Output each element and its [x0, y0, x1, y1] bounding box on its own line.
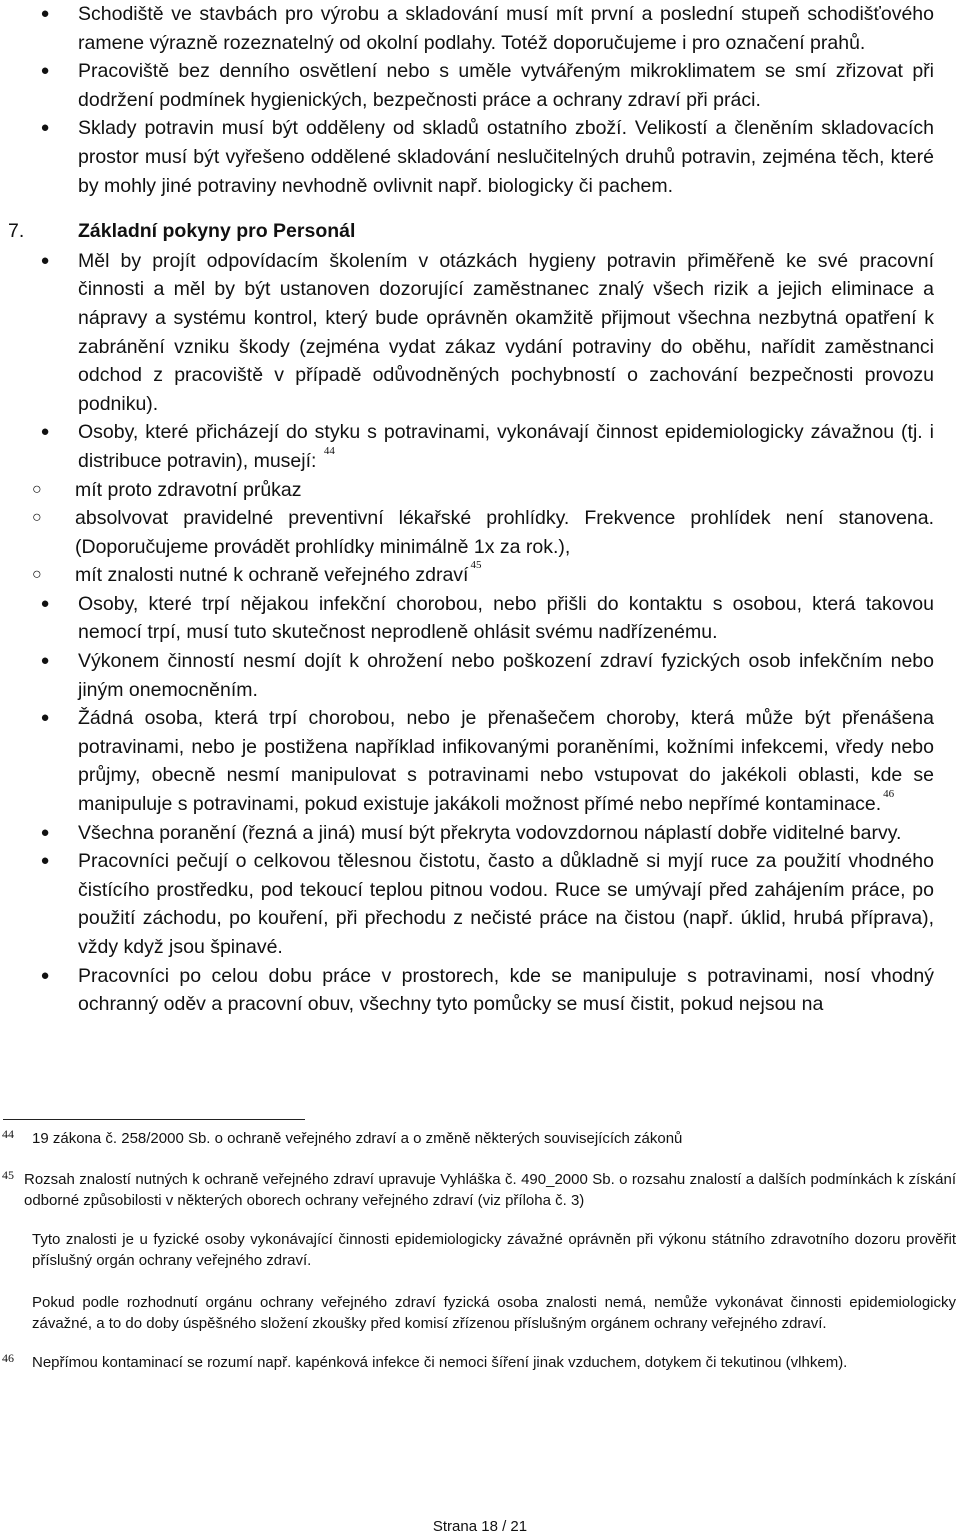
- bullet-icon: ●: [40, 966, 50, 984]
- bullet-icon: ●: [40, 652, 50, 670]
- footnote-separator: [3, 1119, 305, 1120]
- sub-list-item-text: mít znalosti nutné k ochraně veřejného zdraví: [75, 564, 469, 587]
- circle-bullet-icon: ○: [32, 509, 42, 527]
- list-item: [0, 590, 960, 647]
- list-item-text: Měl by projít odpovídacím školením v otázkách hygieny potravin přiměřeně ke své pracovní činnosti a měl by být ustanoven dozorující zaměstnanec znalý všech rizik a jejich eliminace a nápravy a systému kontrol, který bude oprávněn okamžitě přijmout všechna nezbytná opatření k zabránění vzniku škody (zejména vydat zákaz vydání potraviny do oběhu, nařídit zaměstnanci odchod z pracoviště v případě odůvodněných pochybností o zachování bezpečnosti provozu podniku).: [78, 249, 934, 415]
- list-item: [0, 0, 960, 57]
- footnote-number: 46: [2, 1351, 14, 1365]
- list-item-text: Pracovníci po celou dobu práce v prostorech, kde se manipuluje s potravinami, nosí vhodný ochranný oděv a pracovní obuv, všechny tyto pomůcky se musí čistit, pokud nejsou na: [78, 964, 934, 1016]
- bullet-icon: ●: [40, 823, 50, 841]
- sub-list-item-text: absolvovat pravidelné preventivní lékařské prohlídky. Frekvence prohlídek není stanovena. (Doporučujeme provádět prohlídky minimálně 1x za rok.),: [75, 507, 934, 558]
- footnote-text: Pokud podle rozhodnutí orgánu ochrany veřejného zdraví fyzická osoba znalosti nemá, nemůže vykonávat činnosti epidemiologicky závažné, a to do doby úspěšného složení zkoušky před komisí zřízenou příslušným orgánem ochrany veřejného zdraví.: [32, 1294, 956, 1332]
- list-item: [0, 114, 960, 200]
- list-item: [0, 962, 960, 1019]
- bullet-icon: ●: [40, 594, 50, 612]
- sub-list-item-text: mít proto zdravotní průkaz: [75, 478, 302, 501]
- footnote-number: 45: [2, 1168, 14, 1182]
- bullet-icon: ●: [40, 709, 50, 727]
- footnote-text: 19 zákona č. 258/2000 Sb. o ochraně veřejného zdraví a o změně některých souvisejících zákonů: [32, 1130, 683, 1147]
- list-item: [0, 819, 960, 848]
- footnote-46: [0, 1352, 960, 1373]
- footnote-text: Tyto znalosti je u fyzické osoby vykonávající činnosti epidemiologicky závažné oprávněn při výkonu státního zdravotního dozoru prověřit příslušný orgán ochrany veřejného zdraví.: [32, 1231, 956, 1269]
- list-item: [0, 704, 960, 818]
- page-footer: [0, 1518, 960, 1536]
- list-item-text: Osoby, které trpí nějakou infekční chorobou, nebo přišli do kontaktu s osobou, která takovou nemocí trpí, musí tuto skutečnost neprodleně ohlásit svému nadřízenému.: [78, 592, 934, 644]
- footnote-number: 44: [2, 1127, 14, 1141]
- list-item: [0, 847, 960, 961]
- list-item-text: Všechna poranění (řezná a jiná) musí být překryta vodovzdornou náplastí dobře viditelné barvy.: [78, 821, 902, 844]
- section-title: Základní pokyny pro Personál: [78, 220, 356, 243]
- bullet-icon: ●: [40, 852, 50, 870]
- list-item-text: Žádná osoba, která trpí chorobou, nebo je přenašečem choroby, která může být přenášena potravinami, nebo je postižena například infikovanými poraněními, kožními infekcemi, vředy nebo průjmy, obecně nesmí manipulovat s potravinami nebo vstupovat do jakékoli oblasti, kde se manipuluje s potravinami, pokud existuje jakákoli možnost přímé nebo nepřímé kontaminace.: [78, 707, 934, 816]
- circle-bullet-icon: ○: [32, 480, 42, 498]
- list-item: [0, 647, 960, 704]
- section-bullet-list: [0, 247, 960, 1019]
- bullet-icon: ●: [40, 62, 50, 80]
- footnote-ref-44[interactable]: 44: [323, 444, 335, 457]
- footnote-45-paragraph: [0, 1229, 960, 1271]
- list-item: [0, 418, 960, 590]
- footnote-ref-45[interactable]: 45: [470, 559, 482, 572]
- sub-list-item: [0, 476, 934, 505]
- list-item-text: Pracovníci pečují o celkovou tělesnou čistotu, často a důkladně si myjí ruce za použití vhodného čistícího prostředku, pod tekoucí teplou pitnou vodou. Ruce se umývají před zahájením práce, po použití záchodu, po kouření, při přechodu z nečisté práce na čistou (např. úklid, hrubá příprava), vždy když jsou špinavé.: [78, 850, 934, 958]
- section-heading: [0, 217, 960, 246]
- footnote-ref-46[interactable]: 46: [883, 788, 895, 801]
- bullet-icon: ●: [40, 119, 50, 137]
- sub-list: [0, 476, 934, 590]
- footnote-text: Nepřímou kontaminací se rozumí např. kapénková infekce či nemoci šíření jinak vzduchem, dotykem či tekutinou (vlhkem).: [32, 1354, 848, 1371]
- list-item-text: Osoby, které přicházejí do styku s potravinami, vykonávají činnost epidemiologicky závažnou (tj. i distribuce potravin), musejí:: [78, 421, 934, 472]
- bullet-icon: ●: [40, 251, 50, 269]
- footnotes: [0, 1128, 960, 1373]
- list-item: [0, 57, 960, 114]
- top-bullet-list: [0, 0, 960, 200]
- bullet-icon: ●: [40, 423, 50, 441]
- list-item-text: Výkonem činností nesmí dojít k ohrožení nebo poškození zdraví fyzických osob infekčním nebo jiným onemocněním.: [78, 650, 934, 701]
- footnote-45: [0, 1169, 960, 1211]
- circle-bullet-icon: ○: [32, 566, 42, 584]
- section-number: 7.: [8, 220, 25, 243]
- bullet-icon: ●: [40, 5, 50, 22]
- list-item-text: Schodiště ve stavbách pro výrobu a skladování musí mít první a poslední stupeň schodišťového ramene výrazně rozeznatelný od okolní podlahy. Totéž doporučujeme i pro označení prahů.: [78, 3, 934, 54]
- sub-list-item: [0, 504, 934, 561]
- sub-list-item: [0, 561, 934, 590]
- list-item: [0, 247, 960, 419]
- list-item-text: Sklady potravin musí být odděleny od skladů ostatního zboží. Velikostí a členěním skladovacích prostor musí být vyřešeno oddělené skladování neslučitelných druhů potravin, zejména těch, které by mohly jiné potraviny nevhodně ovlivnit např. biologicky či pachem.: [78, 117, 934, 197]
- list-item-text: Pracoviště bez denního osvětlení nebo s uměle vytvářeným mikroklimatem se smí zřizovat při dodržení podmínek hygienických, bezpečnosti práce a ochrany zdraví při práci.: [78, 60, 934, 111]
- footnote-44: [0, 1128, 960, 1149]
- page-number: Strana 18 / 21: [432, 1518, 528, 1535]
- footnote-text: Rozsah znalostí nutných k ochraně veřejného zdraví upravuje Vyhláška č. 490_2000 Sb. o rozsahu znalostí a dalších podmínkách k získání odborné způsobilosti v některých oborech ochrany veřejného zdraví (viz příloha č. 3): [24, 1171, 956, 1209]
- footnote-45-paragraph: [0, 1292, 960, 1334]
